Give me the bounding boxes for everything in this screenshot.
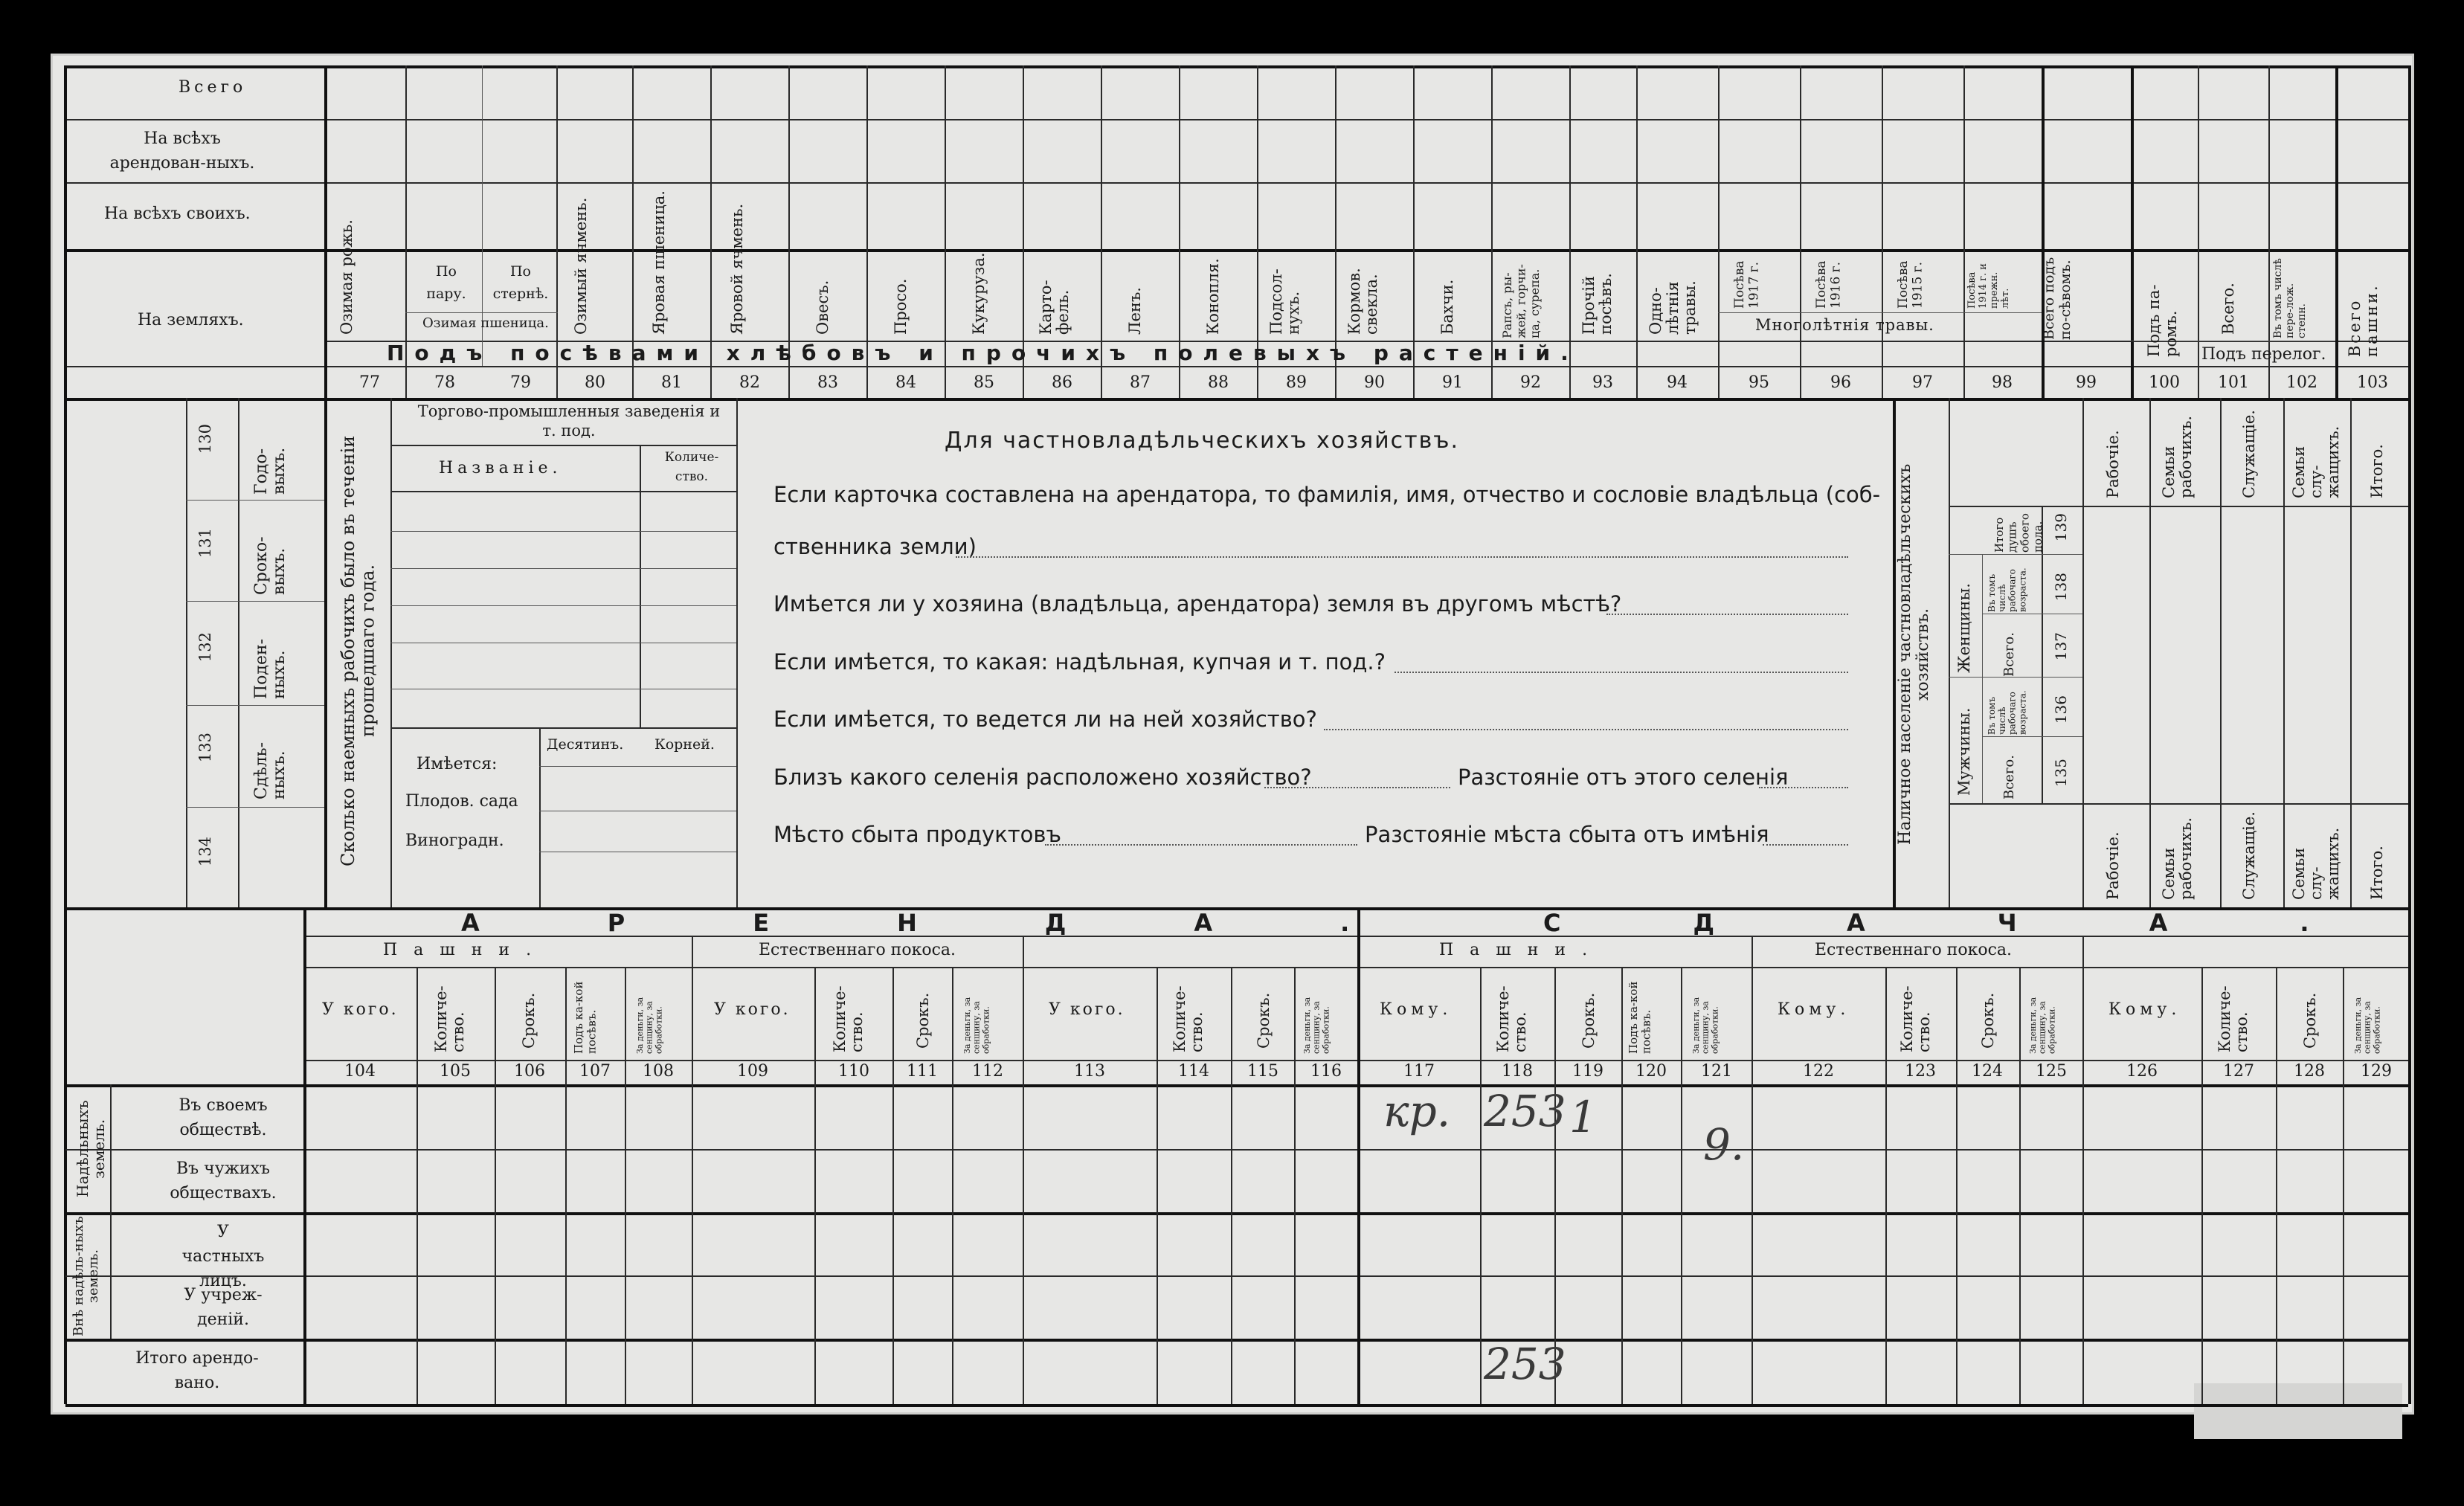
- col-raps: Рапсъ, ры-жей, горчи-ца, сурепа.: [1500, 264, 1542, 338]
- question-5b: Разстоянiе отъ этого селенiя: [1458, 765, 1789, 790]
- num-137: 137: [2052, 632, 2070, 661]
- muzhchiny-label: Мужчины.: [1955, 707, 1973, 796]
- paper-edge: [2194, 1383, 2402, 1439]
- col-number: 124: [1972, 1062, 2003, 1081]
- row-u-chastnykh: У частныхъ лицъ.: [181, 1223, 265, 1290]
- col-number: 96: [1830, 373, 1851, 392]
- sluzhashchie-top: Служащiе.: [2240, 410, 2258, 498]
- num-136: 136: [2052, 695, 2070, 724]
- kolichestvo-105: Количе-ство.: [432, 985, 468, 1052]
- vsego-m: Всего.: [2001, 755, 2017, 799]
- col-yarovoi-yachmen: Яровой ячмень.: [728, 203, 746, 335]
- question-6b: Разстоянiе мѣста сбыта отъ имѣнiя: [1365, 822, 1769, 847]
- handwriting-term: 1: [1569, 1092, 1597, 1142]
- col-ozimaya-rozh: Озимая рожь.: [338, 219, 356, 335]
- num-132: 132: [196, 632, 214, 663]
- row-v-svoem: Въ своемъ обществѣ.: [178, 1096, 268, 1139]
- col-number: 112: [972, 1062, 1003, 1081]
- col-number: 122: [1803, 1062, 1834, 1081]
- col-number: 97: [1912, 373, 1933, 392]
- itogo-bottom: Итого.: [2368, 846, 2386, 900]
- col-number: 110: [838, 1062, 869, 1081]
- row-vsego: Всего: [178, 78, 247, 97]
- handwriting-quantity: 253: [1484, 1086, 1566, 1136]
- handwriting-kr: кр.: [1383, 1086, 1451, 1136]
- col-number: 91: [1442, 373, 1463, 392]
- row-v-chuzhikh: Въ чужихъ обществахъ.: [170, 1159, 277, 1203]
- kolichestvo-110: Количе-ство.: [831, 985, 866, 1052]
- col-pod-perelog: Подъ перелог.: [2201, 345, 2326, 364]
- col-number: 83: [817, 373, 838, 392]
- col-posev-1915: Посѣва 1915 г.: [1896, 260, 1926, 309]
- label-podennykh: Поден-ныхъ.: [252, 638, 289, 699]
- col-number: 104: [344, 1062, 376, 1081]
- col-number: 103: [2357, 373, 2388, 392]
- sdacha-pokosa: Естественнаго покоса.: [1815, 941, 2013, 959]
- komu-3: Кому.: [2108, 1000, 2181, 1019]
- col-number: 99: [2076, 373, 2097, 392]
- col-number: 126: [2126, 1062, 2158, 1081]
- question-1b: ственника земли): [773, 534, 977, 559]
- semi-sluzhashchikh-bottom: Семьи слу-жащихъ.: [2290, 827, 2343, 900]
- col-posev-1916: Посѣва 1916 г.: [1814, 260, 1844, 309]
- kolichestvo-123: Количе-ство.: [1898, 985, 1934, 1052]
- col-odnoletnie: Одно-лѣтнiя травы.: [1647, 280, 1699, 335]
- question-4: Если имѣется, то ведется ли на ней хозяйство?: [773, 707, 1317, 732]
- row-itogo: Итого арендо-вано.: [135, 1349, 259, 1392]
- col-number: 111: [907, 1062, 938, 1081]
- arenda-title: АРЕНДА.: [461, 909, 1478, 937]
- kolichestvo-127: Количе-ство.: [2216, 985, 2251, 1052]
- sdacha-pashni: Пашни.: [1439, 941, 1604, 959]
- col-vsego-pod-posevom: Всего подъ по-сѣвомъ.: [2041, 257, 2074, 340]
- trade-kolichestvo: Количе-ство.: [664, 450, 719, 484]
- label-naemnykh: Сколько наемныхъ рабочихъ было въ теченiи прошедшаго года.: [338, 435, 379, 866]
- srok-115: Срокъ.: [1255, 992, 1273, 1049]
- col-number: 102: [2286, 373, 2317, 392]
- col-number: 84: [895, 373, 916, 392]
- num-131: 131: [196, 528, 214, 559]
- col-number: 113: [1074, 1062, 1105, 1081]
- v-tom-chisle-zh: Въ томъ числѣ рабочаго возраста.: [1987, 567, 2028, 612]
- u-kogo-3: У кого.: [1049, 1000, 1125, 1019]
- col-yarovaya-pshenitsa: Яровая пшеница.: [650, 190, 668, 335]
- col-number: 80: [585, 373, 605, 392]
- question-1a: Если карточка составлена на арендатора, то фамилiя, имя, отчество и сословiе владѣльца (соб-: [773, 482, 1881, 507]
- kolichestvo-114: Количе-ство.: [1171, 985, 1206, 1052]
- col-oves: Овесъ.: [814, 280, 831, 335]
- col-ozimaya-pshenitsa: Озимая пшеница.: [422, 315, 549, 331]
- col-number: 128: [2294, 1062, 2325, 1081]
- vsego-zh: Всего.: [2001, 632, 2017, 677]
- col-mnogoletnie: Многолѣтнiя травы.: [1755, 316, 1934, 334]
- col-number: 118: [1502, 1062, 1533, 1081]
- col-number: 93: [1592, 373, 1613, 392]
- row-vnenadelnykh: Внѣ надѣль-ныхъ земель.: [71, 1216, 101, 1336]
- col-number: 85: [974, 373, 994, 392]
- u-kogo-2: У кого.: [714, 1000, 791, 1019]
- pod-kakoi-120: Подъ ка-кой посѣвъ.: [1627, 981, 1653, 1054]
- v-tom-chisle-m: Въ томъ числѣ рабочаго возраста.: [1987, 690, 2028, 735]
- col-number: 86: [1052, 373, 1072, 392]
- col-number: 108: [643, 1062, 674, 1081]
- arenda-pokosa: Естественнаго покоса.: [759, 941, 956, 959]
- num-134: 134: [196, 837, 214, 867]
- col-ozimyi-yachmen: Озимый ячмень.: [572, 197, 590, 335]
- col-number: 77: [359, 373, 380, 392]
- col-number: 94: [1667, 373, 1688, 392]
- srok-124: Срокъ.: [1979, 992, 1997, 1049]
- num-130: 130: [196, 424, 214, 454]
- row-svoikh: На всѣхъ своихъ.: [104, 205, 251, 223]
- col-kartofel: Карто-фель.: [1037, 280, 1072, 335]
- arenda-pashni: Пашни.: [383, 941, 548, 959]
- col-number: 114: [1178, 1062, 1209, 1081]
- row-na-zemlyakh: На земляхъ.: [138, 311, 244, 329]
- private-title: Для частновладѣльческихъ хозяйствъ.: [945, 428, 1460, 454]
- col-proso: Просо.: [892, 278, 910, 335]
- col-len: Ленъ.: [1126, 287, 1144, 335]
- col-number: 90: [1364, 373, 1385, 392]
- col-number: 115: [1247, 1062, 1278, 1081]
- kornei-label: Корней.: [654, 736, 715, 753]
- col-number: 107: [579, 1062, 611, 1081]
- srok-106: Срокъ.: [520, 992, 538, 1049]
- za-dengi-116: За деньги, за сенщину, за обработки.: [1302, 997, 1331, 1054]
- za-dengi-121: За деньги, за сенщину, за обработки.: [1691, 997, 1720, 1054]
- row-arendovannykh: На всѣхъ арендован-ныхъ.: [109, 129, 255, 173]
- u-kogo-1: У кого.: [322, 1000, 399, 1019]
- col-bakhchi: Бахчи.: [1438, 279, 1456, 335]
- question-3: Если имѣется, то какая: надѣльная, купчая и т. под.?: [773, 649, 1386, 675]
- question-2: Имѣется ли у хозяина (владѣльца, арендатора) земля въ другомъ мѣстѣ?: [773, 591, 1622, 617]
- col-number: 129: [2361, 1062, 2392, 1081]
- col-number: 101: [2218, 373, 2249, 392]
- col-number: 95: [1749, 373, 1769, 392]
- rabochie-top: Рабочiе.: [2104, 430, 2122, 498]
- trade-nazvanie: Названiе.: [439, 459, 562, 477]
- col-number: 121: [1701, 1062, 1732, 1081]
- col-number: 127: [2223, 1062, 2254, 1081]
- col-number: 116: [1310, 1062, 1342, 1081]
- srok-111: Срокъ.: [914, 992, 932, 1049]
- desyatin-label: Десятинъ.: [547, 736, 624, 753]
- trade-title: Торгово-промышленныя заведенiя и т. под.: [417, 402, 721, 440]
- col-vsego-pashni: Всего пашни.: [2346, 283, 2381, 357]
- question-5a: Близъ какого селенiя расположено хозяйство?: [773, 765, 1312, 790]
- col-prochii: Прочiй посѣвъ.: [1580, 273, 1615, 335]
- col-number: 98: [1992, 373, 2013, 392]
- col-number: 105: [440, 1062, 471, 1081]
- num-133: 133: [196, 733, 214, 763]
- col-number: 109: [737, 1062, 768, 1081]
- imeetsya-label: Имѣется:: [416, 755, 498, 773]
- semi-rabochikh-bottom: Семьи рабочихъ.: [2160, 817, 2196, 900]
- col-number: 82: [739, 373, 760, 392]
- col-po-sterne: По стернѣ.: [492, 263, 549, 303]
- za-dengi-112: За деньги, за сенщину, за обработки.: [962, 997, 991, 1054]
- kolichestvo-118: Количе-ство.: [1494, 985, 1530, 1052]
- za-dengi-129: За деньги, за сенщину, за обработки.: [2353, 997, 2382, 1054]
- col-posev-1914: Посѣва 1914 г. и прежн. лѣт.: [1966, 263, 2011, 309]
- label-srochnykh: Сроко-выхъ.: [252, 536, 289, 595]
- col-po-paru: По пару.: [426, 263, 466, 303]
- za-dengi-125: За деньги, за сенщину, за обработки.: [2028, 997, 2057, 1054]
- col-konoplya: Конопля.: [1204, 258, 1222, 335]
- label-sdelnykh: Сдѣль-ныхъ.: [252, 741, 289, 799]
- komu-2: Кому.: [1778, 1000, 1850, 1019]
- sdacha-title: СДАЧА.: [1543, 909, 2442, 937]
- col-number: 78: [434, 373, 455, 392]
- num-139: 139: [2052, 513, 2070, 542]
- srok-119: Срокъ.: [1580, 992, 1598, 1049]
- za-dengi-108: За деньги, за сенщину, за обработки.: [635, 997, 664, 1054]
- zhenshchiny-label: Женщины.: [1955, 583, 1973, 673]
- population-title: Наличное населенiе частновладѣльческихъ хозяйствъ.: [1896, 463, 1933, 846]
- sluzhashchie-bottom: Служащiе.: [2240, 811, 2258, 900]
- num-138: 138: [2052, 573, 2070, 602]
- itogo-dush-label: Итого душъ обоего пола.: [1992, 513, 2045, 553]
- col-number: 125: [2036, 1062, 2067, 1081]
- handwriting-total: 253: [1484, 1339, 1566, 1389]
- rabochie-bottom: Рабочiе.: [2104, 831, 2122, 900]
- col-kormovaya-svekla: Кормов. свекла.: [1345, 268, 1381, 335]
- itogo-top: Итого.: [2368, 444, 2386, 498]
- col-number: 100: [2149, 373, 2180, 392]
- semi-rabochikh-top: Семьи рабочихъ.: [2160, 415, 2196, 498]
- vinogradn-label: Виноградн.: [405, 831, 504, 850]
- col-number: 120: [1635, 1062, 1667, 1081]
- srok-128: Срокъ.: [2301, 992, 2319, 1049]
- col-number: 92: [1520, 373, 1541, 392]
- col-number: 117: [1403, 1062, 1435, 1081]
- col-pod-paromu: Подъ па-ромъ.: [2145, 284, 2181, 357]
- col-number: 106: [514, 1062, 545, 1081]
- row-u-uchrezh: У учреж-денiй.: [184, 1286, 263, 1329]
- col-vsego2: Всего.: [2219, 283, 2237, 335]
- row-nadelnykh: Надѣльныхъ земель.: [74, 1100, 108, 1197]
- col-posev-1917: Посѣва 1917 г.: [1732, 260, 1762, 309]
- semi-sluzhashchikh-top: Семьи слу-жащихъ.: [2290, 425, 2343, 498]
- col-number: 89: [1286, 373, 1307, 392]
- col-number: 87: [1130, 373, 1151, 392]
- num-135: 135: [2052, 759, 2070, 788]
- col-number: 119: [1572, 1062, 1603, 1081]
- col-number: 88: [1208, 373, 1229, 392]
- pod-kakoi-107: Подъ ка-кой посѣвъ.: [572, 981, 599, 1054]
- label-godovykh: Годо-выхъ.: [252, 447, 289, 495]
- komu-1: Кому.: [1380, 1000, 1453, 1019]
- col-podsolnukh: Подсол-нухъ.: [1267, 268, 1303, 335]
- question-6a: Мѣсто сбыта продуктовъ: [773, 822, 1061, 847]
- handwriting-payment: 9.: [1703, 1119, 1745, 1170]
- col-number: 81: [661, 373, 682, 392]
- plodov-sada-label: Плодов. сада: [405, 792, 518, 811]
- col-v-tom-chisle: Въ томъ числѣ пере-лож. степн.: [2272, 258, 2309, 338]
- col-number: 123: [1905, 1062, 1936, 1081]
- col-kukuruza: Кукуруза.: [970, 252, 988, 335]
- crop-banner: Подъ посѣвами хлѣбовъ и прочихъ полевыхъ растенiй.: [387, 341, 1579, 365]
- col-number: 79: [510, 373, 531, 392]
